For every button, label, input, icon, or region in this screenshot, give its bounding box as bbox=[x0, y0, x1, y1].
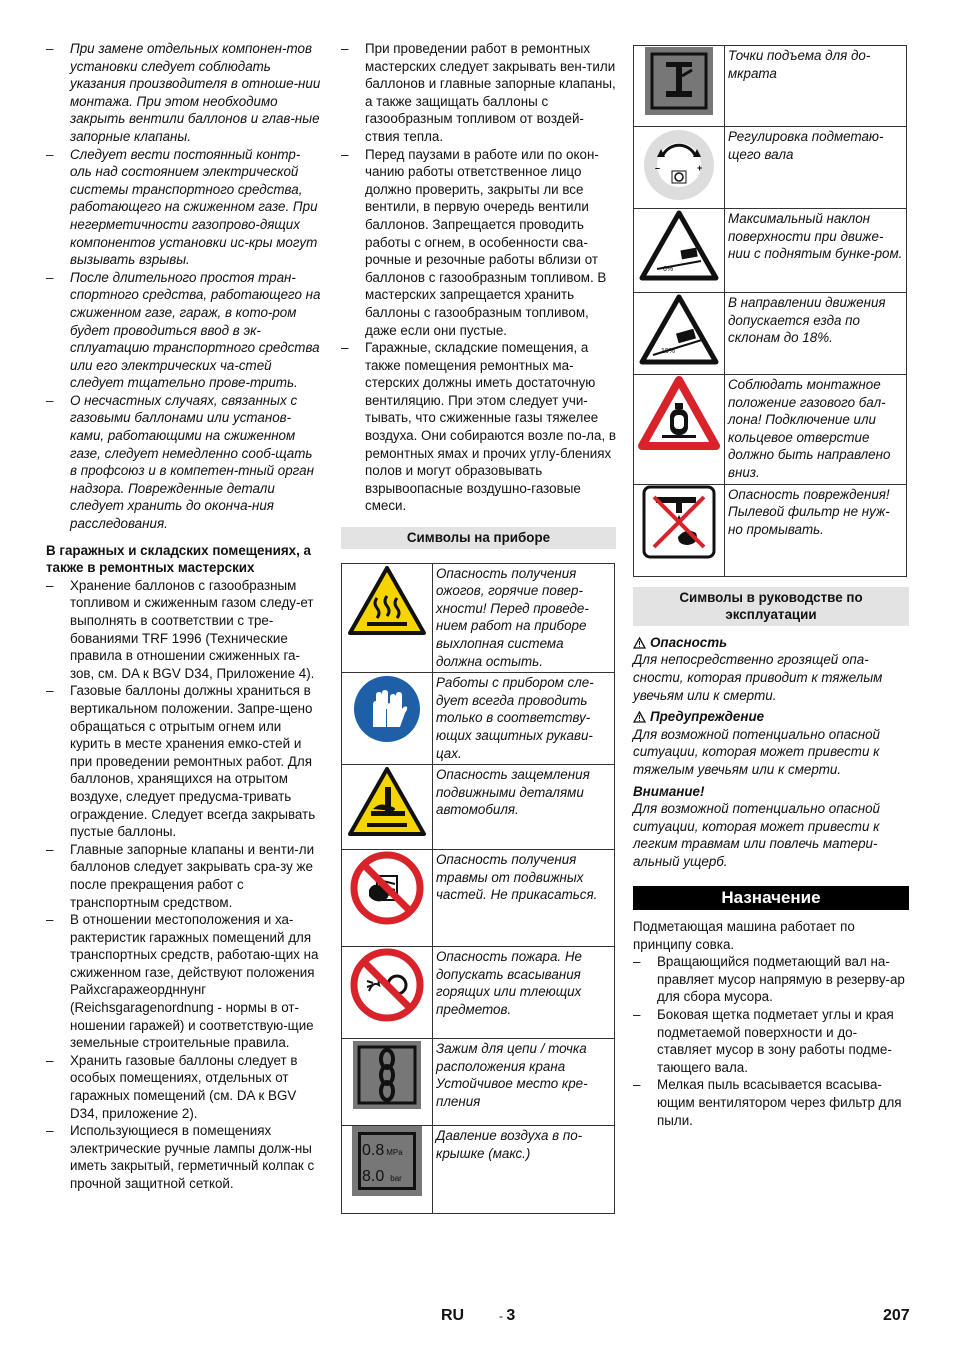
list-item: – Боковая щетка подметает углы и края подметаемой поверхности и до-ставляет мусор в зону работы подме-тающего вала. bbox=[633, 1007, 894, 1075]
section-heading: В гаражных и складских помещениях, а также в ремонтных мастерских bbox=[46, 542, 311, 576]
no-washing-filter-icon bbox=[634, 485, 724, 559]
gas-cylinder-warning-icon bbox=[634, 375, 724, 451]
list-item: – В отношении местоположения и ха-рактеристик гаражных помещений для транспортных средств, работаю-щих на сжиженном газе, действуют положения Райхсгаражеордннунг (Reichsgaragenordnung - нормы в от-ношении гаражей) и соответствую-щие земельные строительные правила. bbox=[46, 912, 319, 1051]
symbol-text: Опасность получения ожогов, горячие повер-хности! Перед проведе-нием работ на приборе выхлопная система должна остыть. bbox=[433, 563, 615, 673]
list-item: – Следует вести постоянный контр-оль над состоянием электрической системы транспортного средства, работающего на сжиженном газе. При негерметичности газопрово-дящих компонентов установки ис-кры могут вызывать взрывы. bbox=[46, 146, 318, 268]
symbol-text: Зажим для цепи / точка расположения крана Устойчивое место кре-пления bbox=[433, 1039, 615, 1126]
symbol-text: Опасность повреждения! Пылевой фильтр не нуж-но промывать. bbox=[725, 484, 907, 576]
crush-hazard-icon bbox=[342, 765, 432, 837]
symbol-text: Точки подъема для до-мкрата bbox=[725, 46, 907, 127]
table-row bbox=[342, 850, 615, 947]
caution-text: Для возможной потенциально опасной ситуации, которая может привести к легким травмам или повлечь матери-альный ущерб. bbox=[633, 801, 880, 869]
max-tilt-icon: 6% bbox=[634, 209, 724, 281]
table-row bbox=[634, 46, 907, 127]
column-2 bbox=[341, 40, 616, 1214]
table-row bbox=[342, 563, 615, 673]
svg-text:+: + bbox=[697, 163, 703, 173]
gloves-icon bbox=[342, 673, 432, 745]
no-touch-icon bbox=[342, 850, 432, 926]
symbol-text: Давление воздуха в по-крышке (макс.) bbox=[433, 1126, 615, 1214]
symbol-text: Опасность пожара. Не допускать всасывания горящих или тлеющих предметов. bbox=[433, 947, 615, 1039]
machine-symbols-table bbox=[633, 45, 907, 577]
list-item: – Хранение баллонов с газообразным топливом и сжиженным газом следу-ет выполнять в соответствии с тре-бованиями TRF 1996 (Технические правила в отношении сжиженных га-зов, см. DA к BGV D34, Приложение 4). bbox=[46, 577, 315, 681]
symbol-text: Соблюдать монтажное положение газового бал-лона! Подключение или кольцевое отверстие должно быть направлено вниз. bbox=[725, 375, 907, 485]
slope-icon: 18% bbox=[634, 293, 724, 365]
list-item: – Перед паузами в работе или по окон-чанию работы ответственное лицо должно проверить, закрыты ли все вентили, в первую очередь вентили баллонов. Запрещается проводить работы с огнем, в особенности сва-рочные и резочные работы вблизи от баллонов с газообразным топливом. В мастерских запрещается хранить баллоны с газообразным топливом, даже если они пустые. bbox=[341, 146, 607, 338]
list-item: – Газовые баллоны должны храниться в вертикальном положении. Запре-щено обращаться с отрытым огнем или курить в месте хранения емко-стей и при проведении ремонтных работ. Для баллонов, хранящихся на отрытом воздухе, следует предусма-тривать ограждение. Следует всегда закрывать пустые баллоны. bbox=[46, 683, 316, 840]
danger-heading: Опасность bbox=[633, 634, 909, 652]
section-band-device-symbols: Символы на приборе bbox=[341, 527, 616, 549]
list-item: – Вращающийся подметающий вал на-правляет мусор напрямую в резерву-ар для сбора мусора. bbox=[633, 954, 905, 1005]
no-burning-objects-icon bbox=[342, 947, 432, 1023]
symbol-text: Максимальный наклон поверхности при движе-нии с поднятым бунке-ром. bbox=[725, 209, 907, 293]
list-item: – При проведении работ в ремонтных мастерских следует закрывать вен-тили баллонов и главные запорные клапаны, а также защищать баллоны с газообразным топливом от воздей-ствия тепла. bbox=[341, 41, 616, 144]
table-row bbox=[634, 375, 907, 485]
table-row bbox=[342, 947, 615, 1039]
symbol-text: Опасность получения травмы от подвижных частей. Не прикасаться. bbox=[433, 850, 615, 947]
table-row bbox=[342, 673, 615, 765]
section-title-purpose: Назначение bbox=[633, 886, 909, 910]
symbol-text: Регулировка подметаю-щего вала bbox=[725, 127, 907, 209]
footer-subpage: - 3 bbox=[499, 1307, 516, 1324]
warning-triangle-icon bbox=[633, 711, 646, 723]
column-1 bbox=[46, 40, 322, 1193]
intro-text: Подметающая машина работает по принципу совка. bbox=[633, 919, 855, 952]
symbol-text: Опасность защемления подвижными деталями автомобиля. bbox=[433, 765, 615, 850]
danger-text: Для непосредственно грозящей опа-сности, которая приводит к тяжелым увечьям или к смерти. bbox=[633, 652, 883, 703]
table-row bbox=[634, 209, 907, 293]
table-row bbox=[342, 1039, 615, 1126]
column-3 bbox=[633, 45, 909, 1129]
table-row bbox=[634, 484, 907, 576]
list-item: – О несчастных случаях, связанных с газовыми баллонами или установ-ками, работающими на сжиженном газе, следует немедленно сооб-щать в профсоюз и в компетен-тный орган надзора. Поврежденные детали следует хранить до оконча-ния расследования. bbox=[46, 392, 314, 532]
footer-lang: RU bbox=[441, 1307, 465, 1324]
list-item: – Гаражные, складские помещения, а также помещения ремонтных ма-стерских должны иметь достаточную вентиляцию. При этом следует учи-тывать, что сжиженные газы тяжелее воздуха. Они собираются возле по-ла, в ремонтных ямах и прочих углу-блениях полов и могут образовывать взрывоопасные воздушно-газовые смеси. bbox=[341, 340, 616, 514]
chain-icon bbox=[342, 1039, 432, 1111]
page-number: 207 bbox=[883, 1307, 910, 1324]
hot-surface-icon bbox=[342, 564, 432, 636]
list-item: – Мелкая пыль всасывается всасыва-ющим вентилятором через фильтр для пыли. bbox=[633, 1077, 902, 1128]
list-item: – Главные запорные клапаны и венти-ли баллонов следует закрывать сра-зу же после прекращения работ с транспортным средством. bbox=[46, 841, 315, 910]
pressure-icon: 0.8 MPa 8.0 bar bbox=[342, 1126, 432, 1196]
warning-triangle-icon bbox=[633, 637, 646, 649]
list-item: – Хранить газовые баллоны следует в особых помещениях, отдельных от гаражных помещений (см. DA к BGV D34, приложение 2). bbox=[46, 1052, 298, 1121]
symbol-text: Работы с прибором сле-дует всегда проводить только в соответству-ющих защитных рукави-цах. bbox=[433, 673, 615, 765]
warning-heading: Предупреждение bbox=[633, 708, 909, 726]
table-row bbox=[634, 127, 907, 209]
table-row bbox=[634, 293, 907, 375]
section-band-manual-symbols: Символы в руководстве по эксплуатации bbox=[633, 587, 909, 626]
device-symbols-table bbox=[341, 563, 615, 1215]
table-row bbox=[342, 765, 615, 850]
jack-point-icon bbox=[634, 46, 724, 116]
list-item: – Использующиеся в помещениях электрические ручные лампы долж-ны иметь закрытый, герметичный колпак с прочной защитной сеткой. bbox=[46, 1123, 315, 1191]
caution-heading: Внимание! bbox=[633, 783, 705, 799]
roller-adjust-icon bbox=[634, 127, 724, 203]
symbol-text: В направлении движения допускается езда по склонам до 18%. bbox=[725, 293, 907, 375]
list-item: – При замене отдельных компонен-тов установки следует соблюдать указания производителя в отноше-нии монтажа. При этом необходимо закрыть вентили баллонов и глав-ные запорные клапаны. bbox=[46, 41, 321, 144]
warning-text: Для возможной потенциально опасной ситуации, которая может привести к тяжелым увечьям или к смерти. bbox=[633, 726, 880, 777]
list-item: – После длительного простоя тран-спортного средства, работающего на сжиженном газе, гараж, в кото-ром будет проводиться ввод в эк-сплуатацию транспортного средства или его электрических ча-стей следует тщательно прове-трить. bbox=[46, 269, 321, 391]
svg-text:–: – bbox=[655, 163, 661, 173]
table-row bbox=[342, 1126, 615, 1214]
